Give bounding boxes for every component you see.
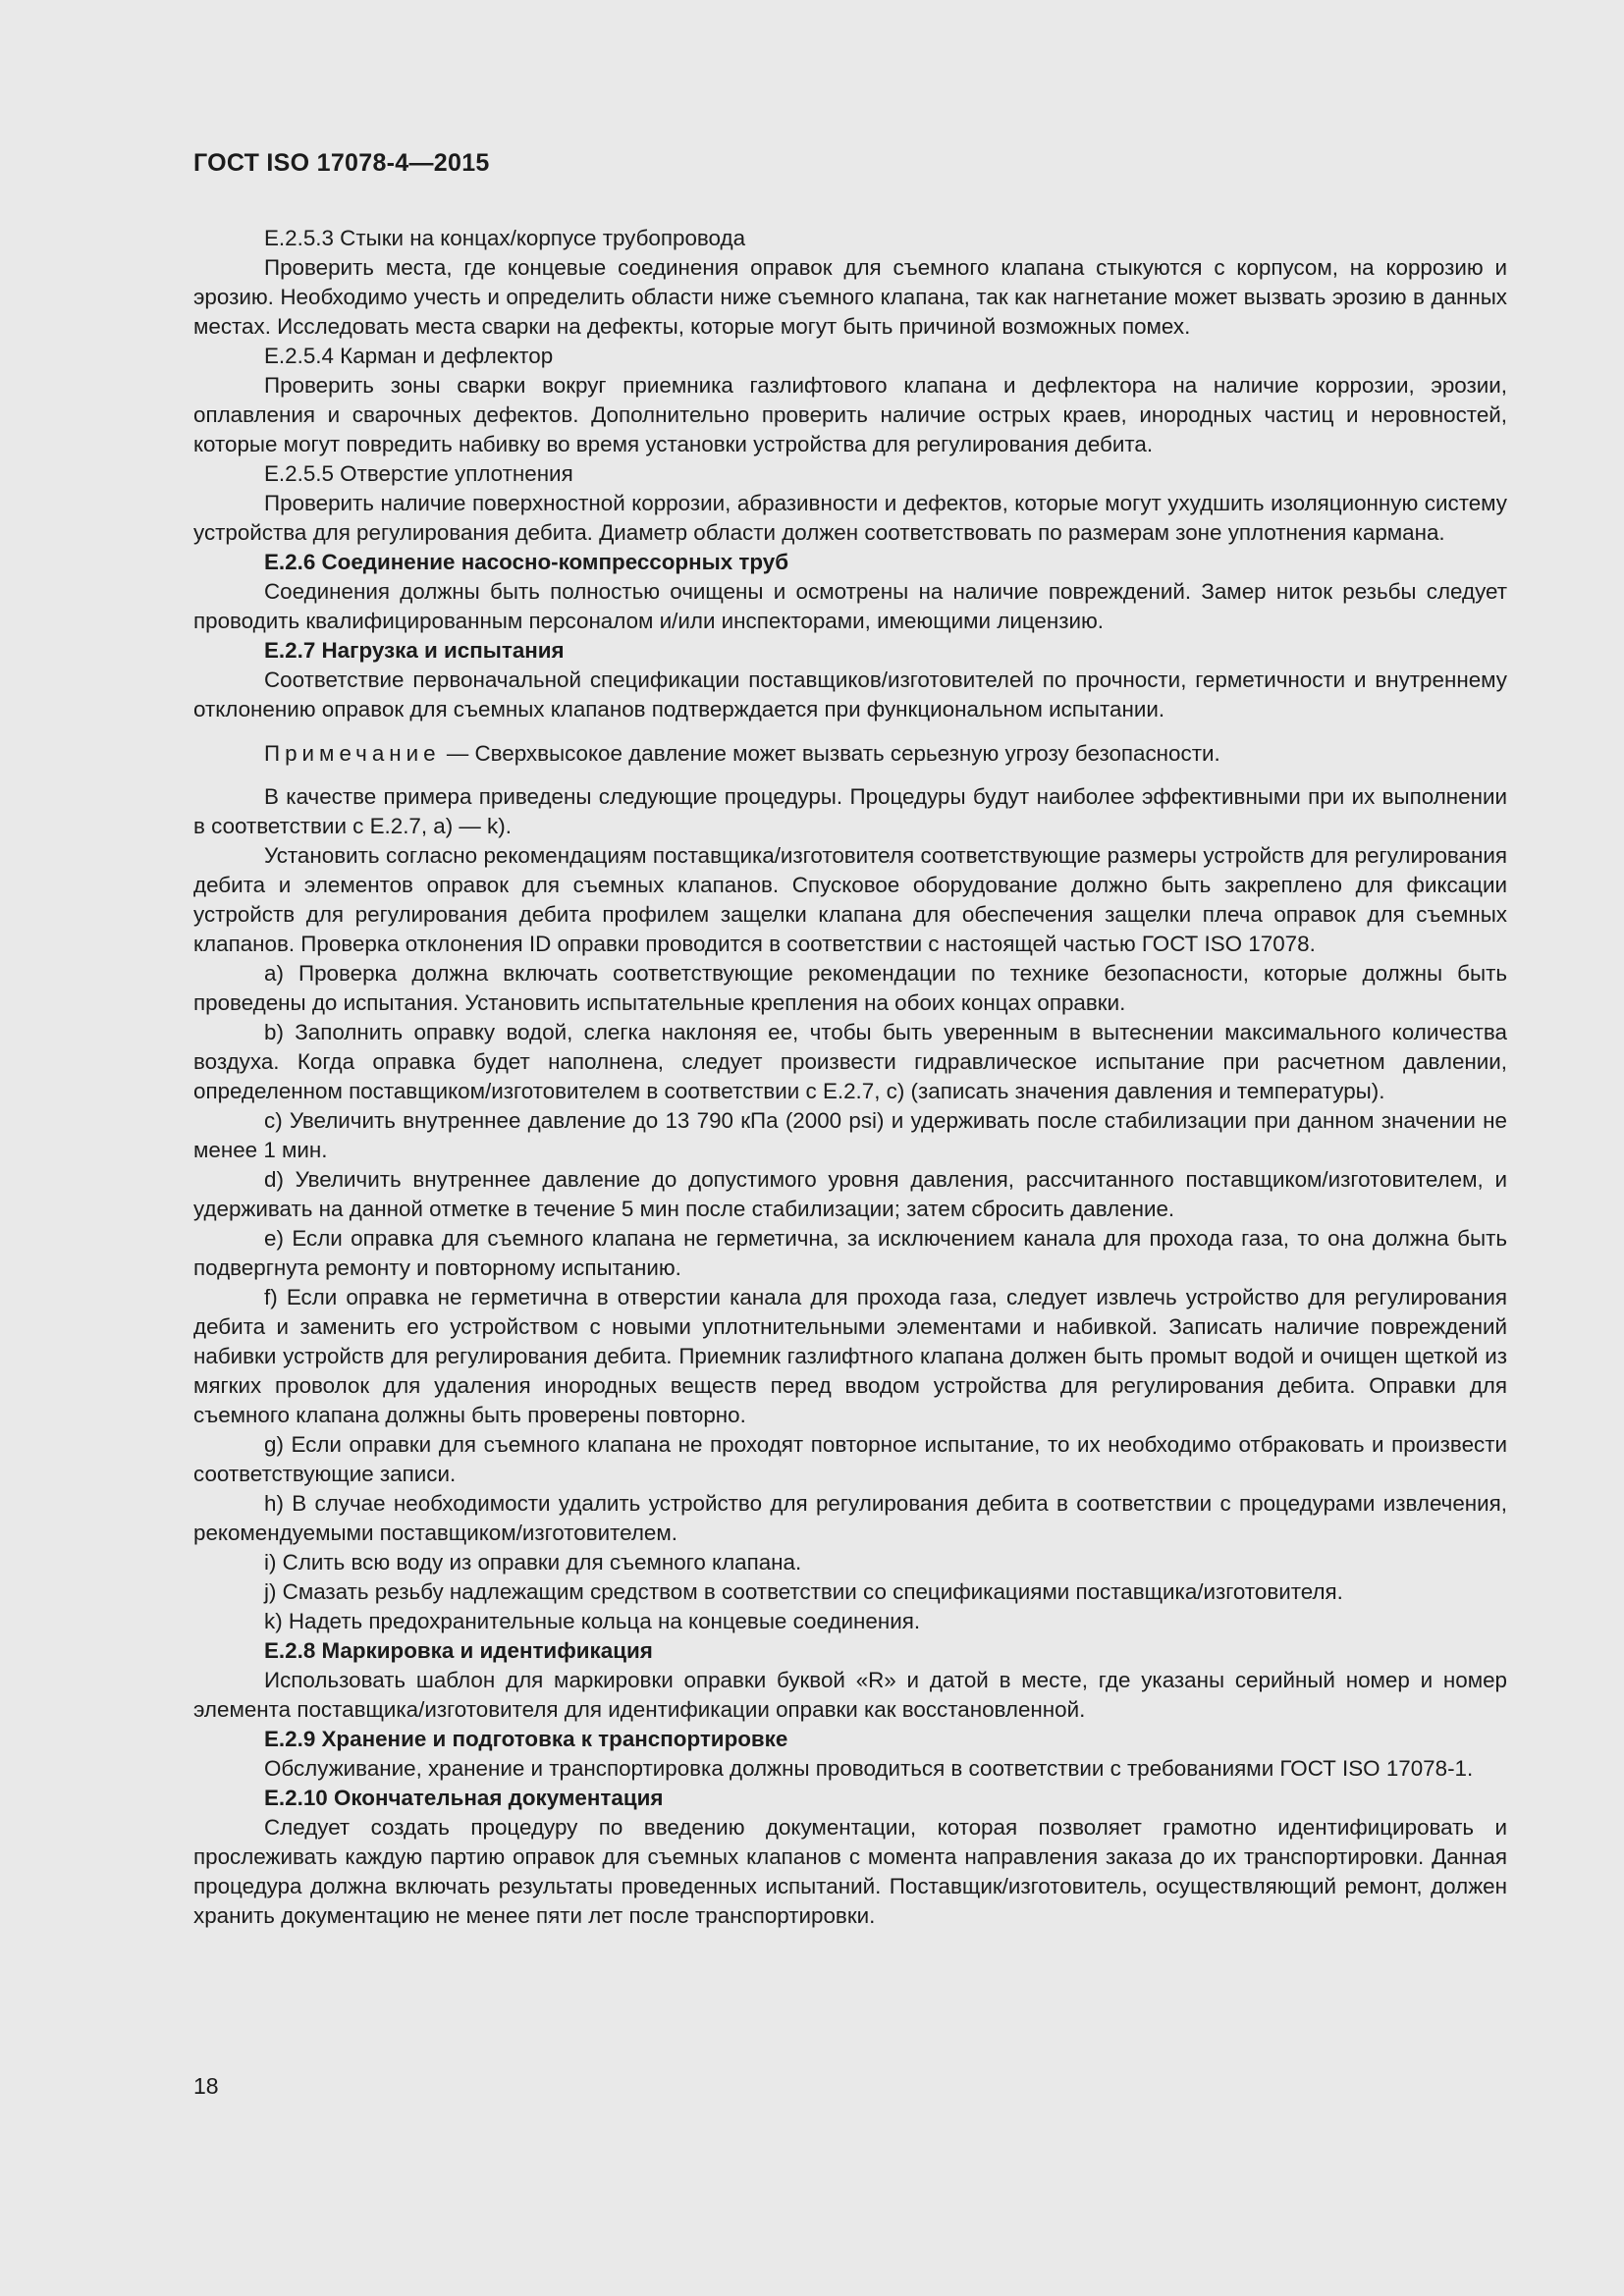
list-item: a) Проверка должна включать соответствующие рекомендации по технике безопасности, которые должны быть проведены до испытания. Установить испытательные крепления на обоих концах оправки. (193, 961, 1507, 1015)
section-heading: Е.2.9 Хранение и подготовка к транспортировке (264, 1727, 788, 1751)
document-header: ГОСТ ISO 17078-4—2015 (193, 149, 490, 177)
section-heading: Е.2.7 Нагрузка и испытания (264, 638, 565, 663)
list-item: g) Если оправки для съемного клапана не проходят повторное испытание, то их необходимо отбраковать и произвести соответствующие записи. (193, 1432, 1507, 1486)
list-item: e) Если оправка для съемного клапана не герметична, за исключением канала для прохода газа, то она должна быть подвергнута ремонту и повторному испытанию. (193, 1226, 1507, 1280)
list-item: k) Надеть предохранительные кольца на концевые соединения. (264, 1609, 921, 1633)
note-dash: — (440, 741, 475, 766)
paragraph: В качестве примера приведены следующие процедуры. Процедуры будут наиболее эффективными при их выполнении в соответствии с Е.2.7, а) — k). (193, 784, 1507, 838)
list-item: j) Смазать резьбу надлежащим средством в соответствии со спецификациями поставщика/изготовителя. (264, 1579, 1343, 1604)
paragraph: Использовать шаблон для маркировки оправки буквой «R» и датой в месте, где указаны серийный номер и номер элемента поставщика/изготовителя для идентификации оправки как восстановленной. (193, 1668, 1507, 1722)
list-item: f) Если оправка не герметична в отверстии канала для прохода газа, следует извлечь устройство для регулирования дебита и заменить его устройством с новыми уплотнительными элементами и набивкой. Записать наличие повреждений набивки устройств для регулирования дебита. Приемник газлифтного клапана должен быть промыт водой и очищен щеткой из мягких проволок для удаления инородных веществ перед вводом устройства для регулирования дебита. Оправки для съемного клапана должны быть проверены повторно. (193, 1285, 1507, 1427)
paragraph: Проверить места, где концевые соединения оправок для съемного клапана стыкуются с корпусом, на коррозию и эрозию. Необходимо учесть и определить области ниже съемного клапана, так как нагнетание может вызвать эрозию в данных местах. Исследовать места сварки на дефекты, которые могут быть причиной возможных помех. (193, 255, 1507, 339)
list-item: i) Слить всю воду из оправки для съемного клапана. (264, 1550, 802, 1575)
subsection-heading: Е.2.5.5 Отверстие уплотнения (264, 461, 573, 486)
paragraph: Обслуживание, хранение и транспортировка должны проводиться в соответствии с требованиями ГОСТ ISO 17078-1. (264, 1756, 1474, 1781)
paragraph: Соответствие первоначальной спецификации поставщиков/изготовителей по прочности, герметичности и внутреннему отклонению оправок для съемных клапанов подтверждается при функциональном испытании. (193, 667, 1507, 721)
paragraph: Следует создать процедуру по введению документации, которая позволяет грамотно идентифицировать и прослеживать каждую партию оправок для съемных клапанов с момента направления заказа до их транспортировки. Данная процедура должна включать результаты проведенных испытаний. Поставщик/изготовитель, осуществляющий ремонт, должен хранить документацию не менее пяти лет после транспортировки. (193, 1815, 1507, 1928)
paragraph: Установить согласно рекомендациям поставщика/изготовителя соответствующие размеры устройств для регулирования дебита и элементов оправок для съемных клапанов. Спусковое оборудование должно быть закреплено для фиксации устройств для регулирования дебита профилем защелки клапана для обеспечения защелки плеча оправок для съемных клапанов. Проверка отклонения ID оправки проводится в соответствии с настоящей частью ГОСТ ISO 17078. (193, 843, 1507, 956)
note (193, 739, 1507, 769)
list-item: d) Увеличить внутреннее давление до допустимого уровня давления, рассчитанного поставщиком/изготовителем, и удерживать на данной отметке в течение 5 мин после стабилизации; затем сбросить давление. (193, 1167, 1507, 1221)
section-heading: Е.2.8 Маркировка и идентификация (264, 1638, 653, 1663)
note-text: Сверхвысокое давление может вызвать серьезную угрозу безопасности. (474, 741, 1220, 766)
section-heading: Е.2.10 Окончательная документация (264, 1786, 664, 1810)
list-item: b) Заполнить оправку водой, слегка наклоняя ее, чтобы быть уверенным в вытеснении максимального количества воздуха. Когда оправка будет наполнена, следует произвести гидравлическое испытание при расчетном давлении, определенном поставщиком/изготовителем в соответствии с Е.2.7, с) (записать значения давления и температуры). (193, 1020, 1507, 1103)
list-item: c) Увеличить внутреннее давление до 13 790 кПа (2000 psi) и удерживать после стабилизации при данном значении не менее 1 мин. (193, 1108, 1507, 1162)
paragraph: Проверить зоны сварки вокруг приемника газлифтового клапана и дефлектора на наличие коррозии, эрозии, оплавления и сварочных дефектов. Дополнительно проверить наличие острых краев, инородных частиц и неровностей, которые могут повредить набивку во время установки устройства для регулирования дебита. (193, 373, 1507, 456)
section-heading: Е.2.6 Соединение насосно-компрессорных труб (264, 550, 789, 574)
note-label: Примечание (264, 741, 441, 766)
paragraph: Соединения должны быть полностью очищены и осмотрены на наличие повреждений. Замер ниток резьбы следует проводить квалифицированным персоналом и/или инспекторами, имеющими лицензию. (193, 579, 1507, 633)
subsection-heading: Е.2.5.3 Стыки на концах/корпусе трубопровода (264, 226, 746, 250)
subsection-heading: Е.2.5.4 Карман и дефлектор (264, 344, 554, 368)
list-item: h) В случае необходимости удалить устройство для регулирования дебита в соответствии с процедурами извлечения, рекомендуемыми поставщиком/изготовителем. (193, 1491, 1507, 1545)
paragraph: Проверить наличие поверхностной коррозии, абразивности и дефектов, которые могут ухудшить изоляционную систему устройства для регулирования дебита. Диаметр области должен соответствовать по размерам зоне уплотнения кармана. (193, 491, 1507, 545)
document-body (193, 224, 1507, 1931)
page-number: 18 (193, 2073, 219, 2099)
